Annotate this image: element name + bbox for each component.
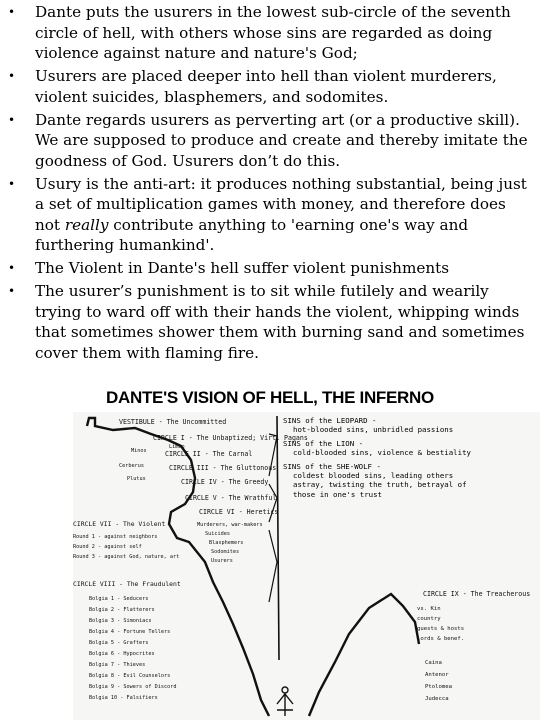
zone-label: Judecca [425,696,449,702]
bullet-text: The usurer’s punishment is to sit while futilely and wearily trying to ward off with their hands the violent, whipping winds that sometimes shower them with burning sand and sometimes cover them with flaming fire. [35,282,525,362]
bullet-text: Dante regards usurers as perverting art (or a productive skill). We are supposed to produce and create and thereby imitate the goodness of God. Usurers don’t do this. [35,110,528,170]
bolgia-label: Bolgia 6 - Hypocrites [89,651,155,657]
sinner-label: Suicides [205,531,230,537]
inferno-diagram [73,412,540,720]
bullet-marker: • [8,261,16,276]
bracket-middle [269,484,277,522]
bullet-text: The Violent in Dante's hell suffer violent punishments [35,259,450,278]
betrayal-label: guests & hosts [417,626,465,632]
bolgia-label: Bolgia 5 - Grafters [89,640,149,646]
sinner-label: Usurers [211,558,233,564]
side-label: Limbo [169,444,185,450]
bullet-emphasis: really [64,215,109,234]
bullet-marker: • [8,5,16,19]
round-label: Round 3 - against God, nature, art [73,554,180,560]
sin-desc: coldest blooded sins, leading others astray, twisting the truth, betrayal of those in one's trust [293,471,467,499]
bullet-text: Usurers are placed deeper into hell than violent murderers, violent suicides, blasphemers, and sodomites. [35,67,497,106]
circle-label: CIRCLE IV - The Greedy [181,478,269,486]
bullet-text: Dante puts the usurers in the lowest sub-circle of the seventh circle of hell, with others whose sins are regarded as doing violence against nature and nature's God; [35,3,511,63]
funnel-right-wall [309,594,419,716]
round-label: Round 1 - against neighbors [73,534,158,540]
sin-leopard [283,416,493,435]
bullet-item [0,2,540,64]
betrayal-label: vs. Kin [417,606,441,612]
side-label: Plutus [127,476,146,482]
diagram-title: DANTE'S VISION OF HELL, THE INFERNO [106,388,434,407]
bolgia-label: Bolgia 2 - Flatterers [89,607,155,613]
bullet-item [0,110,540,172]
bullet-item [0,281,540,363]
bullet-marker: • [8,69,16,84]
bolgia-label: Bolgia 1 - Seducers [89,596,149,602]
zone-label: Caina [425,660,442,666]
round-label: Round 2 - against self [73,544,142,550]
side-label: Cerberus [119,463,144,469]
bracket-lower [269,530,277,602]
sin-title: SINS of the LEOPARD - [283,416,377,425]
bolgia-label: Bolgia 3 - Simoniacs [89,618,152,624]
sin-title: SINS of the LION - [283,438,364,448]
sin-desc: hot-blooded sins, unbridled passions [293,425,454,435]
circle-label: VESTIBULE - The Uncommitted [119,418,227,426]
funnel-left-wall [87,418,269,716]
sin-desc: cold-blooded sins, violence & bestiality [293,448,471,458]
bolgia-label: Bolgia 4 - Fortune Tellers [89,629,171,635]
bullet-item [0,258,540,279]
circle-label: CIRCLE VI - Heretics [199,508,279,516]
bullet-item [0,174,540,256]
bolgia-label: Bolgia 9 - Sowers of Discord [89,684,177,690]
circle8-title: CIRCLE VIII - The Fraudulent [73,580,181,588]
circle-label: CIRCLE II - The Carnal [165,450,253,458]
betrayal-label: country [417,616,441,622]
side-label: Minos [131,448,147,454]
sin-lion [283,439,493,458]
bullet-item [0,66,540,107]
sins-column [283,416,493,499]
zone-label: Ptolomea [425,684,452,690]
satan-figure [277,687,293,716]
sin-title: SINS of the SHE-WOLF - [283,461,381,471]
circle7-title: CIRCLE VII - The Violent [73,520,166,528]
circle-label: CIRCLE V - The Wrathful [185,494,277,502]
zone-label: Antenor [425,672,449,678]
sinner-label: Blasphemers [209,540,244,546]
central-shaft [277,416,279,660]
sinner-label: Sodomites [211,549,240,555]
betrayal-label: lords & benef. [417,636,465,642]
bullet-marker: • [8,284,16,299]
circle9-title: CIRCLE IX - The Treacherous [423,590,531,598]
bullet-marker: • [8,112,16,127]
bullet-text: contribute anything to 'earning one's way and furthering humankind'. [35,215,469,255]
circle-label: CIRCLE III - The Gluttonous [169,464,277,472]
sin-she-wolf [283,462,493,500]
bolgia-label: Bolgia 10 - Falsifiers [89,695,158,701]
circle-label: CIRCLE I - The Unbaptized; Virt. Pagans [153,434,308,442]
bolgia-label: Bolgia 8 - Evil Counselors [89,673,171,679]
sinner-label: Murderers, war-makers [197,522,263,528]
bolgia-label: Bolgia 7 - Thieves [89,662,146,668]
bullet-marker: • [8,176,16,191]
bullet-list [0,2,540,366]
bullet-text: Usury is the anti-art: it produces nothing substantial, being just a set of multiplication games with money, and therefore does not [35,174,527,234]
